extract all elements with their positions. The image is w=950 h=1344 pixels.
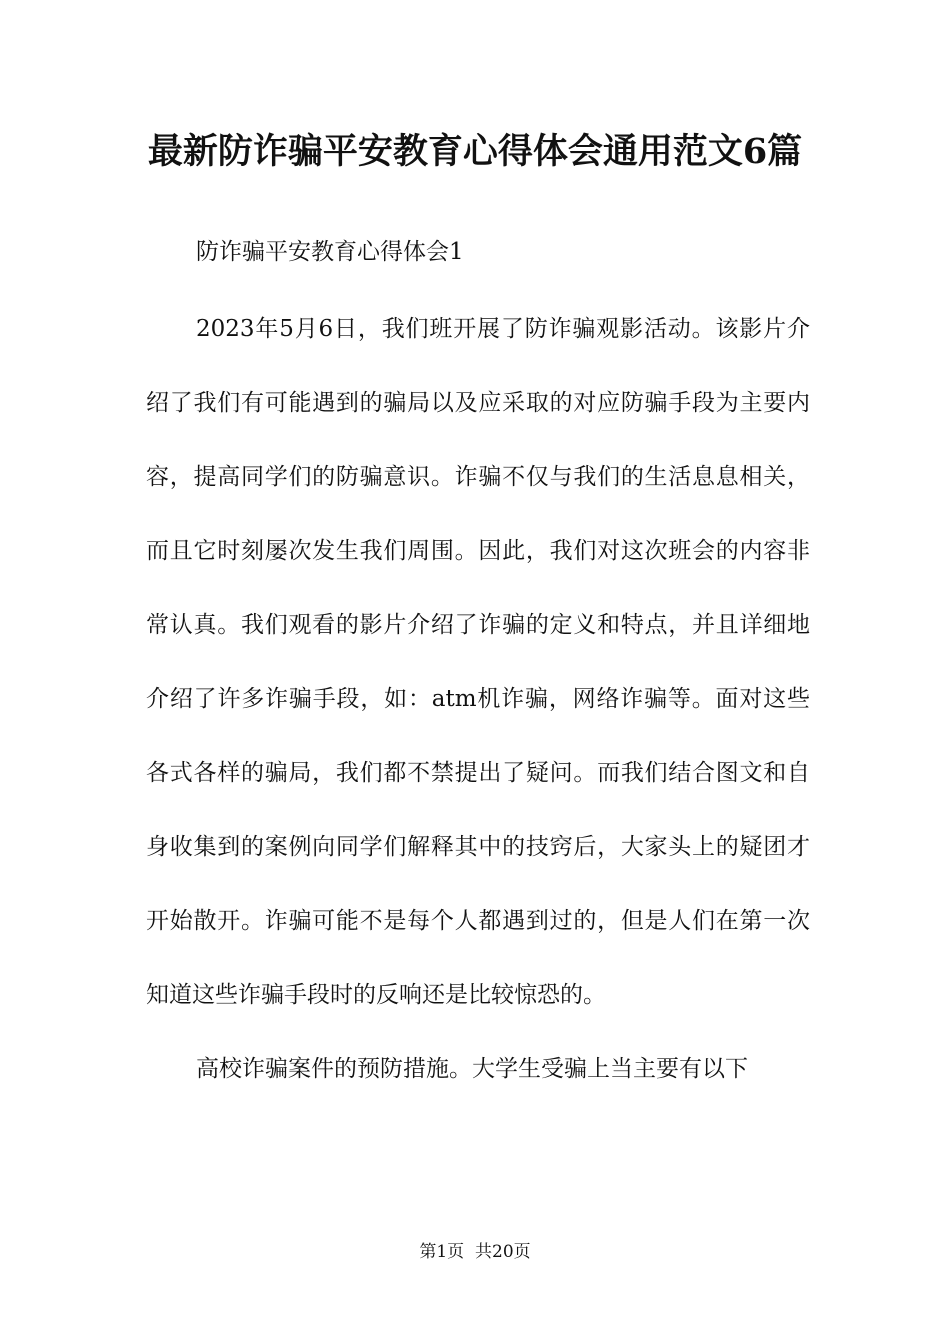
section-heading: 防诈骗平安教育心得体会1 <box>196 239 464 265</box>
paragraph: 2023年5月6日，我们班开展了防诈骗观影活动。该影片介绍了我们有可能遇到的骗局以及应采取的对应防骗手段为主要内容，提高同学们的防骗意识。诈骗不仅与我们的生活息息相关，而且它时刻屡次发生我们周围。因此，我们对这次班会的内容非常认真。我们观看的影片介绍了诈骗的定义和特点，并且详细地介绍了许多诈骗手段，如：atm机诈骗，网络诈骗等。面对这些各式各样的骗局，我们都不禁提出了疑问。而我们结合图文和自身收集到的案例向同学们解释其中的技窍后，大家头上的疑团才开始散开。诈骗可能不是每个人都遇到过的，但是人们在第一次知道这些诈骗手段时的反响还是比较惊恐的。 <box>146 316 810 1008</box>
page-number: 第1页 <box>419 1242 465 1262</box>
document-title: 最新防诈骗平安教育心得体会通用范文6篇 <box>147 131 803 172</box>
page-footer <box>0 1240 950 1264</box>
paragraph: 高校诈骗案件的预防措施。大学生受骗上当主要有以下 <box>196 1056 748 1082</box>
page-total: 共20页 <box>475 1242 531 1262</box>
document-body <box>146 292 810 1106</box>
